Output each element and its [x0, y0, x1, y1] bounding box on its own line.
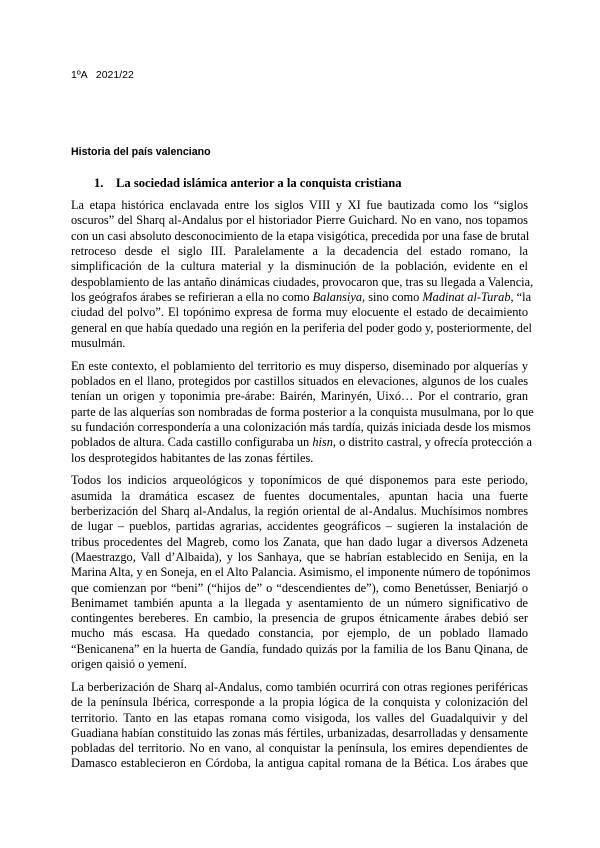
text-line: Todos los indicios arqueológicos y toponímicos de qué disponemos para este periodo, [71, 473, 528, 488]
text-line: tribus procedentes del Magreb, como los Zanata, que han dado lugar a diversos Adzeneta [71, 534, 528, 549]
text-line: de lugar – pueblos, partidas agrarias, accidentes geográficos – sugieren la instalación de [71, 519, 528, 534]
italic-term: Madinat al-Turab, [422, 289, 514, 304]
text-line: berberización del Sharq al-Andalus, la región oriental de al-Andalus. Muchísimos nombres [71, 503, 528, 518]
text-line: En este contexto, el poblamiento del territorio es muy disperso, diseminado por alquerías y [71, 358, 528, 373]
text-line: Benimamet también apunta a la llegada y asentamiento de un número significativo de [71, 595, 528, 610]
text-line: mucho más escasa. Ha quedado constancia, por ejemplo, de un poblado llamado [71, 626, 528, 641]
text-line: tenían un origen y toponimia pre-árabe: Bairén, Marinyén, Uixó… Por el contrario, gran [71, 389, 528, 404]
text-line: “Benicanena” en la huerta de Gandía, fundado quizás por la familia de los Banu Qinana, de [71, 641, 528, 656]
text-line: que comienzan por “beni” (“hijos de” o “descendientes de”), como Benetússer, Beniarjó o [71, 580, 528, 595]
document-title: Historia del país valenciano [71, 146, 211, 158]
page-header [71, 69, 134, 82]
text-line: musulmán. [71, 335, 126, 350]
text-line: La etapa histórica enclavada entre los siglos VIII y XI fue bautizada como los “siglos [71, 198, 528, 212]
paragraph [71, 680, 528, 772]
text-line: origen qaisió o yemení. [71, 657, 187, 672]
text-line: asumida la dramática escasez de fuentes documentales, apuntan hacia una fuerte [71, 488, 528, 503]
text-line: Damasco establecieron en Córdoba, la antigua capital romana de la Bética. Los árabes que [71, 756, 528, 771]
text-line: poblados en el llano, protegidos por castillos situados en elevaciones, algunos de los cuales [71, 373, 528, 388]
class-label: 1ºA [71, 69, 88, 81]
text-line: contingentes bereberes. En cambio, la presencia de grupos étnicamente árabes debió ser [71, 611, 528, 626]
paragraph [71, 473, 531, 672]
section-number: 1. [94, 176, 104, 190]
text-line: oscuros” del Sharq al-Andalus por el historiador Pierre Guichard. No en vano, nos topamos [71, 213, 528, 228]
text-line: Marina Alta, y en Soneja, en el Alto Palancia. Asimismo, el imponente número de topónimos [71, 565, 531, 580]
text-line: los desprotegidos habitantes de las zonas fértiles. [71, 450, 314, 465]
italic-term: Balansiya, [312, 289, 366, 304]
text-line: La berberización de Sharq al-Andalus, como también ocurrirá con otras regiones periféricas [71, 679, 528, 694]
paragraph [71, 198, 534, 351]
text-line: simplificación de la cultura material y la disminución de la población, evidente en el [71, 259, 528, 274]
text-line: ciudad del polvo”. El topónimo expresa de forma muy elocuente el estado de decaimiento [71, 305, 528, 320]
text-line: Guadiana habían constituido las zonas más fértiles, urbanizadas, desarrolladas y densamente [71, 725, 528, 740]
text-line: parte de las alquerías son nombradas de forma posterior a la conquista musulmana, por lo que [71, 404, 534, 419]
text-line: los geógrafos árabes se refirieran a ella no como Balansiya, sino como Madinat al-Turab, “la [71, 289, 532, 304]
italic-term: hisn, [312, 435, 336, 450]
text-line: (Maestrazgo, Vall d’Albaida), y los Sanhaya, que se habrían establecido en Senija, en la [71, 549, 528, 564]
document-body [71, 198, 534, 779]
text-line: retroceso desde el siglo III. Paralelamente a la decadencia del estado romano, la [71, 243, 528, 258]
text-line: territorio. Tanto en las etapas romana como visigoda, los valles del Guadalquivir y del [71, 710, 528, 725]
text-line: general en que había quedado una región en la periferia del poder godo y, posteriormente, del [71, 320, 532, 335]
section-title: La sociedad islámica anterior a la conquista cristiana [116, 176, 402, 190]
text-line: su fundación correspondería a una colonización más tardía, quizás iniciada desde los mismos [71, 419, 531, 434]
text-line: pobladas del territorio. No en vano, al conquistar la península, los emires dependientes de [71, 741, 528, 756]
text-line: de la península Ibérica, corresponde a la propia lógica de la conquista y colonización del [71, 695, 528, 710]
school-year: 2021/22 [95, 69, 134, 81]
text-line: despoblamiento de las antaño dinámicas ciudades, provocaron que, tras su llegada a Valencia, [71, 274, 534, 289]
paragraph [71, 358, 534, 466]
text-line: con un casi absoluto desconocimiento de la etapa visigótica, precedida por una fase de brutal [71, 228, 530, 243]
text-line: poblados de altura. Cada castillo configuraba un hisn, o distrito castral, y ofrecía protección a [71, 435, 533, 450]
section-heading [94, 176, 402, 191]
